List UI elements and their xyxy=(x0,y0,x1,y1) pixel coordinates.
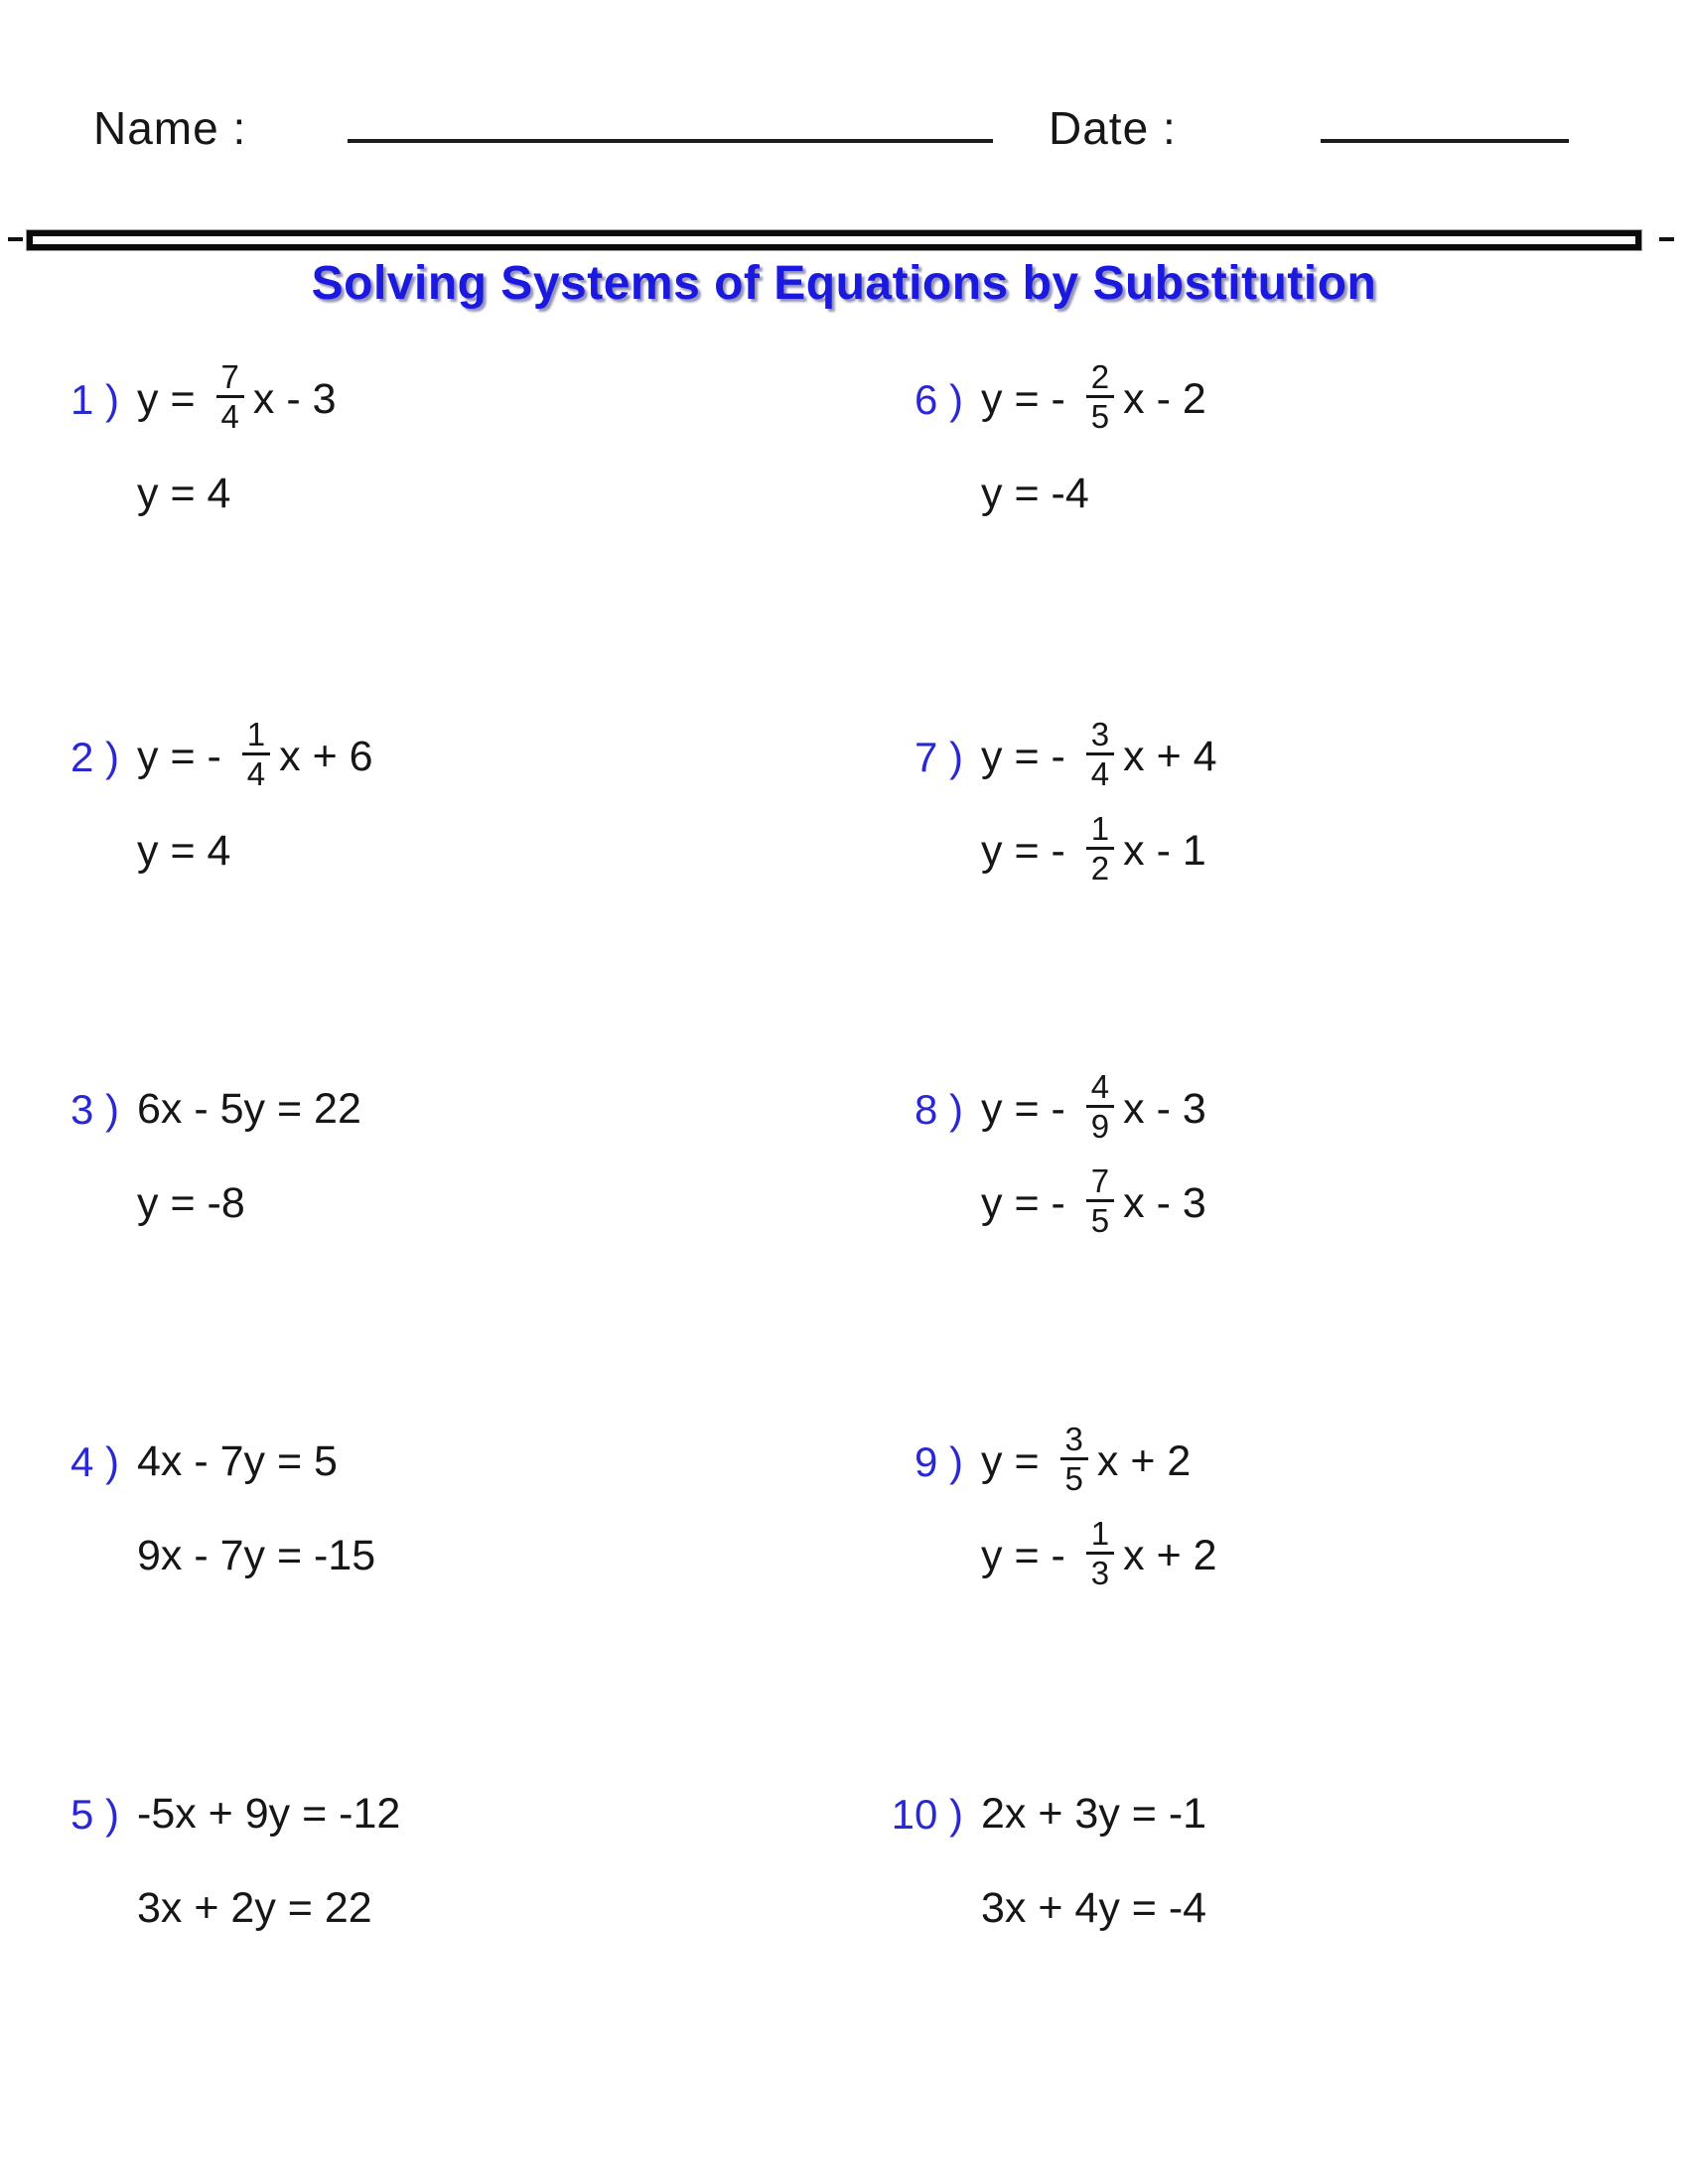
fraction xyxy=(1086,716,1114,792)
problem-number: 1 ) xyxy=(70,376,119,423)
fraction-denominator: 3 xyxy=(1090,1555,1110,1591)
equation-text: 3x + 4y = -4 xyxy=(981,1884,1207,1932)
fraction-denominator: 5 xyxy=(1090,1202,1110,1239)
fraction xyxy=(1086,1068,1114,1145)
equation-text: 4x - 7y = 5 xyxy=(137,1437,338,1485)
divider-dash-right xyxy=(1659,237,1674,241)
problem xyxy=(889,1415,1217,1603)
equation-text: y = 4 xyxy=(137,470,231,517)
equation-group xyxy=(137,352,337,541)
fraction-denominator: 5 xyxy=(1090,398,1110,435)
name-label: Name : xyxy=(93,102,247,154)
fraction-numerator: 3 xyxy=(1060,1421,1088,1460)
equation-group xyxy=(137,1767,400,1956)
equation-text: x - 3 xyxy=(1123,1179,1206,1227)
fraction-numerator: 2 xyxy=(1086,358,1114,398)
equation-text: x + 6 xyxy=(279,733,373,780)
problem-number: 8 ) xyxy=(914,1086,963,1133)
equation-text: 6x - 5y = 22 xyxy=(137,1085,361,1133)
fraction-denominator: 4 xyxy=(220,398,239,435)
equation-line xyxy=(137,1861,400,1956)
fraction xyxy=(1086,358,1114,435)
problem xyxy=(45,1062,361,1251)
problem-number: 9 ) xyxy=(914,1438,963,1485)
equation-text: y = 4 xyxy=(137,827,231,875)
fraction xyxy=(216,358,244,435)
equation-line xyxy=(137,447,337,541)
equation-text: x - 2 xyxy=(1123,375,1206,423)
equation-line xyxy=(981,1509,1217,1603)
fraction-denominator: 4 xyxy=(1090,755,1110,792)
equation-text: y = - xyxy=(981,1085,1077,1133)
equation-line xyxy=(137,1415,375,1509)
equation-group xyxy=(137,710,373,898)
fraction-denominator: 2 xyxy=(1090,850,1110,887)
fraction-numerator: 7 xyxy=(216,358,244,398)
equation-line xyxy=(981,352,1206,447)
equation-line xyxy=(137,1509,375,1603)
name-underline xyxy=(348,139,993,143)
equation-text: 3x + 2y = 22 xyxy=(137,1884,372,1932)
equation-line xyxy=(981,1767,1206,1861)
equation-group xyxy=(981,1415,1217,1603)
equation-line xyxy=(981,804,1217,898)
equation-line xyxy=(981,447,1206,541)
equation-line xyxy=(981,1157,1206,1251)
equation-text: y = -8 xyxy=(137,1179,245,1227)
page-title: Solving Systems of Equations by Substitution xyxy=(311,257,1377,310)
fraction-numerator: 1 xyxy=(1086,1515,1114,1555)
equation-text: y = xyxy=(137,375,208,423)
equation-group xyxy=(981,352,1206,541)
divider-dash-left xyxy=(8,237,23,241)
fraction xyxy=(1060,1421,1088,1497)
equation-text: 2x + 3y = -1 xyxy=(981,1790,1207,1838)
equation-text: y = - xyxy=(981,1179,1077,1227)
equation-text: x - 3 xyxy=(252,375,337,423)
problem-number: 7 ) xyxy=(914,734,963,780)
fraction xyxy=(1086,1162,1114,1239)
equation-line xyxy=(137,352,337,447)
equation-text: y = -4 xyxy=(981,470,1089,517)
equation-text: x - 1 xyxy=(1123,827,1206,875)
fraction-denominator: 4 xyxy=(246,755,266,792)
equation-text: x + 2 xyxy=(1096,1437,1192,1485)
divider-bar xyxy=(27,230,1641,250)
equation-line xyxy=(137,710,373,804)
equation-line xyxy=(137,1767,400,1861)
equation-line xyxy=(137,804,373,898)
problem xyxy=(889,1767,1206,1956)
fraction xyxy=(1086,1515,1114,1591)
problem-number: 3 ) xyxy=(70,1086,119,1133)
problem xyxy=(45,1767,400,1956)
equation-line xyxy=(137,1157,361,1251)
equation-line xyxy=(981,1415,1217,1509)
fraction xyxy=(242,716,270,792)
equation-text: y = - xyxy=(981,375,1077,423)
problem xyxy=(889,1062,1206,1251)
equation-text: y = - xyxy=(137,733,233,780)
fraction xyxy=(1086,810,1114,887)
equation-line xyxy=(981,1062,1206,1157)
equation-group xyxy=(137,1415,375,1603)
fraction-numerator: 4 xyxy=(1086,1068,1114,1108)
problem xyxy=(889,710,1217,898)
problem-number: 6 ) xyxy=(914,376,963,423)
problem-number: 5 ) xyxy=(70,1791,119,1838)
equation-group xyxy=(981,1062,1206,1251)
date-underline xyxy=(1321,139,1569,143)
equation-group xyxy=(137,1062,361,1251)
equation-text: 9x - 7y = -15 xyxy=(137,1532,376,1579)
equation-line xyxy=(137,1062,361,1157)
equation-line xyxy=(981,710,1217,804)
equation-text: x + 4 xyxy=(1123,733,1217,780)
problem xyxy=(889,352,1206,541)
date-label: Date : xyxy=(1049,102,1177,154)
fraction-numerator: 7 xyxy=(1086,1162,1114,1202)
problem xyxy=(45,352,337,541)
problem xyxy=(45,1415,375,1603)
fraction-denominator: 5 xyxy=(1064,1460,1083,1497)
equation-text: y = - xyxy=(981,827,1077,875)
equation-text: x + 2 xyxy=(1123,1532,1217,1579)
equation-text: y = xyxy=(981,1437,1052,1485)
problem-number: 10 ) xyxy=(891,1791,963,1838)
problem-number: 2 ) xyxy=(70,734,119,780)
problem xyxy=(45,710,373,898)
equation-text: x - 3 xyxy=(1123,1085,1206,1133)
problem-number: 4 ) xyxy=(70,1438,119,1485)
fraction-numerator: 1 xyxy=(242,716,270,755)
equation-group xyxy=(981,710,1217,898)
equation-line xyxy=(981,1861,1206,1956)
equation-text: -5x + 9y = -12 xyxy=(137,1790,401,1838)
equation-group xyxy=(981,1767,1206,1956)
fraction-denominator: 9 xyxy=(1090,1108,1110,1145)
equation-text: y = - xyxy=(981,1532,1077,1579)
fraction-numerator: 1 xyxy=(1086,810,1114,850)
equation-text: y = - xyxy=(981,733,1077,780)
fraction-numerator: 3 xyxy=(1086,716,1114,755)
